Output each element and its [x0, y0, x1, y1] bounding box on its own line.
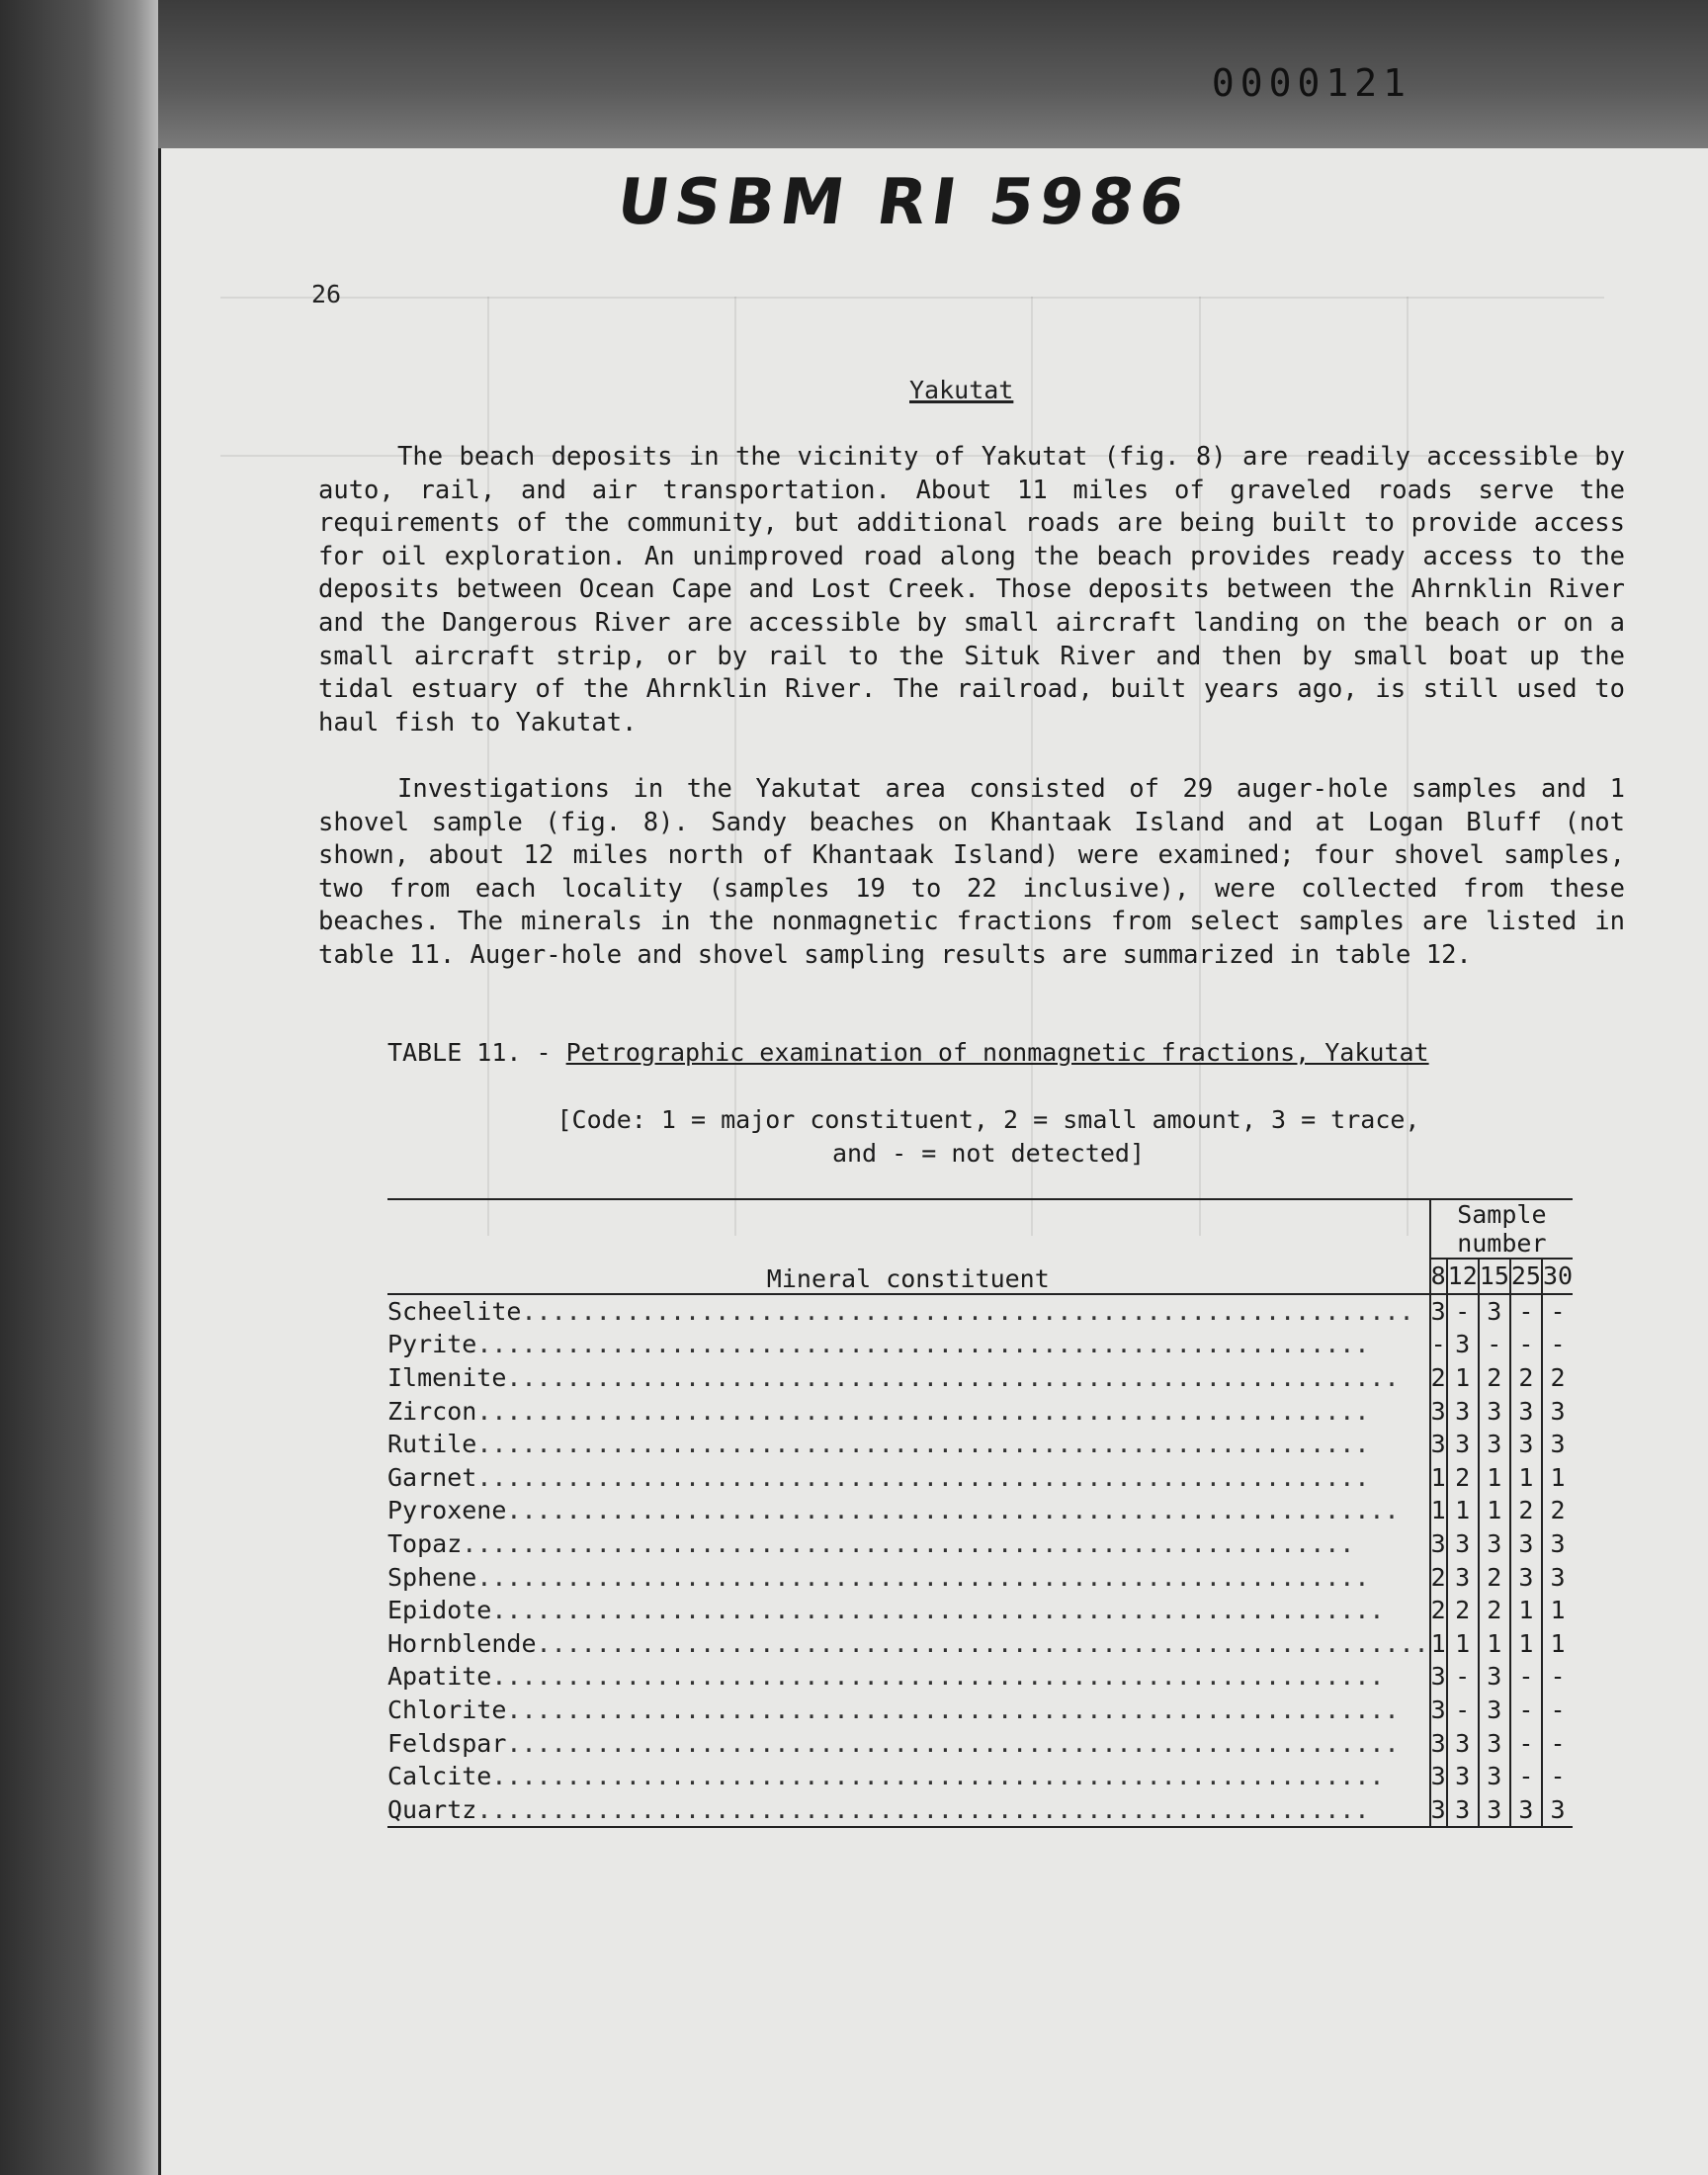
- mineral-label: Pyrite: [387, 1330, 477, 1359]
- sample-value: -: [1447, 1660, 1479, 1694]
- sample-value: 2: [1447, 1594, 1479, 1627]
- sample-value: 3: [1542, 1394, 1573, 1428]
- leader-dots: ............................................................: [491, 1596, 1385, 1625]
- sample-value: 2: [1510, 1494, 1542, 1527]
- sample-value: 3: [1542, 1560, 1573, 1594]
- table-row: [387, 1361, 1573, 1395]
- table-row: [387, 1760, 1573, 1793]
- mineral-name: [387, 1627, 1430, 1661]
- table-row: [387, 1694, 1573, 1727]
- sample-value: 3: [1479, 1394, 1510, 1428]
- mineral-label: Feldspar: [387, 1728, 507, 1758]
- mineral-name: [387, 1793, 1430, 1828]
- sample-header: 8: [1430, 1259, 1447, 1294]
- sample-value: 1: [1542, 1461, 1573, 1495]
- leader-dots: ............................................................: [506, 1363, 1400, 1393]
- handwritten-report-title: USBM RI 5986: [612, 166, 1195, 239]
- leader-dots: ............................................................: [476, 1562, 1370, 1592]
- leader-dots: ............................................................: [506, 1728, 1400, 1758]
- paragraph-access: The beach deposits in the vicinity of Yakutat (fig. 8) are readily accessible by auto, rail, and air transportation. About 11 miles of graveled roads serve the requirements of the community, but additional roads are being built to provide access for oil exploration. An unimproved road along the beach provides ready access to the deposits between Ocean Cape and Lost Creek. Those deposits between the Ahrnklin River and the Dangerous River are accessible by small aircraft landing on the beach or on a small aircraft strip, or by rail to the Situk River and then by small boat up the tidal estuary of the Ahrnklin River. The railroad, built years ago, is still used to haul fish to Yakutat.: [318, 442, 1625, 738]
- sample-value: 2: [1430, 1594, 1447, 1627]
- table-code-legend: [484, 1103, 1493, 1171]
- table-row: [387, 1527, 1573, 1561]
- sample-value: 3: [1430, 1428, 1447, 1461]
- leader-dots: ............................................................: [462, 1529, 1355, 1559]
- sample-value: -: [1510, 1726, 1542, 1760]
- mineral-name: [387, 1760, 1430, 1793]
- mineral-label: Apatite: [387, 1662, 492, 1692]
- mineral-label: Topaz: [387, 1529, 463, 1559]
- mineral-label: Hornblende: [387, 1628, 537, 1658]
- sample-value: 2: [1430, 1361, 1447, 1395]
- sample-value: 3: [1430, 1394, 1447, 1428]
- table-row: [387, 1793, 1573, 1828]
- document-number: 0000121: [1211, 61, 1411, 105]
- sample-value: -: [1542, 1328, 1573, 1361]
- sample-value: 1: [1510, 1461, 1542, 1495]
- sample-value: -: [1510, 1760, 1542, 1793]
- code-line-1: [Code: 1 = major constituent, 2 = small amount, 3 = trace,: [556, 1105, 1420, 1134]
- sample-value: -: [1430, 1328, 1447, 1361]
- table-caption-prefix: TABLE 11. -: [387, 1038, 566, 1067]
- table-caption-title: Petrographic examination of nonmagnetic fractions, Yakutat: [565, 1038, 1429, 1067]
- mineral-label: Rutile: [387, 1430, 477, 1459]
- sample-value: 2: [1542, 1494, 1573, 1527]
- sample-value: 3: [1447, 1760, 1479, 1793]
- sample-value: 3: [1430, 1726, 1447, 1760]
- mineral-label: Ilmenite: [387, 1363, 507, 1393]
- sample-value: 3: [1447, 1793, 1479, 1828]
- sample-value: 3: [1479, 1527, 1510, 1561]
- sample-value: 3: [1430, 1793, 1447, 1828]
- sample-value: 1: [1479, 1461, 1510, 1495]
- sample-value: 1: [1479, 1494, 1510, 1527]
- sample-value: 3: [1479, 1694, 1510, 1727]
- mineral-label: Garnet: [387, 1462, 477, 1492]
- sample-value: 3: [1447, 1328, 1479, 1361]
- table-row: [387, 1328, 1573, 1361]
- mineral-label: Quartz: [387, 1794, 477, 1824]
- sample-value: 2: [1479, 1361, 1510, 1395]
- sample-value: -: [1447, 1294, 1479, 1329]
- table-row: [387, 1294, 1573, 1329]
- mineral-name: [387, 1560, 1430, 1594]
- mineral-name: [387, 1726, 1430, 1760]
- sample-value: 1: [1542, 1627, 1573, 1661]
- sample-value: 3: [1447, 1726, 1479, 1760]
- mineral-name: [387, 1461, 1430, 1495]
- mineral-label: Pyroxene: [387, 1496, 507, 1525]
- leader-dots: ............................................................: [506, 1496, 1400, 1525]
- sample-value: 3: [1479, 1660, 1510, 1694]
- petrographic-table: [387, 1198, 1573, 1828]
- sample-value: 3: [1479, 1294, 1510, 1329]
- leader-dots: ............................................................: [476, 1396, 1370, 1426]
- scan-binding-shadow: [0, 0, 158, 2175]
- code-line-2: and - = not detected]: [831, 1139, 1146, 1168]
- page-number: 26: [311, 280, 342, 308]
- mineral-name: [387, 1328, 1430, 1361]
- sample-value: 3: [1510, 1793, 1542, 1828]
- mineral-name: [387, 1594, 1430, 1627]
- sample-value: 3: [1430, 1660, 1447, 1694]
- sample-value: 2: [1479, 1594, 1510, 1627]
- mineral-name: [387, 1494, 1430, 1527]
- sample-value: 1: [1430, 1494, 1447, 1527]
- table-row: [387, 1726, 1573, 1760]
- sample-value: 3: [1479, 1793, 1510, 1828]
- sample-value: 3: [1479, 1428, 1510, 1461]
- sample-value: 1: [1447, 1627, 1479, 1661]
- sample-value: 3: [1430, 1294, 1447, 1329]
- table-row: [387, 1428, 1573, 1461]
- sample-value: 3: [1447, 1394, 1479, 1428]
- table-row: [387, 1627, 1573, 1661]
- mineral-label: Zircon: [387, 1396, 477, 1426]
- sample-value: -: [1447, 1694, 1479, 1727]
- sample-value: -: [1479, 1328, 1510, 1361]
- leader-dots: ............................................................: [476, 1430, 1370, 1459]
- sample-value: -: [1542, 1760, 1573, 1793]
- sample-value: 2: [1430, 1560, 1447, 1594]
- leader-dots: ............................................................: [536, 1628, 1429, 1658]
- sample-header: 25: [1510, 1259, 1542, 1294]
- sample-value: 3: [1430, 1760, 1447, 1793]
- sample-value: 2: [1447, 1461, 1479, 1495]
- sample-value: 3: [1510, 1560, 1542, 1594]
- mineral-label: Chlorite: [387, 1696, 507, 1725]
- sample-value: 1: [1430, 1627, 1447, 1661]
- sample-value: -: [1542, 1726, 1573, 1760]
- leader-dots: ............................................................: [521, 1296, 1414, 1326]
- mineral-name: [387, 1527, 1430, 1561]
- table-row: [387, 1494, 1573, 1527]
- sample-value: 1: [1510, 1627, 1542, 1661]
- sample-header: 12: [1447, 1259, 1479, 1294]
- sample-value: 3: [1510, 1527, 1542, 1561]
- leader-dots: ............................................................: [476, 1794, 1370, 1824]
- sample-value: 2: [1479, 1560, 1510, 1594]
- sample-header: 15: [1479, 1259, 1510, 1294]
- table-caption: [387, 1038, 1429, 1067]
- mineral-name: [387, 1694, 1430, 1727]
- sample-value: 3: [1542, 1527, 1573, 1561]
- sample-value: 3: [1430, 1527, 1447, 1561]
- sample-value: 2: [1510, 1361, 1542, 1395]
- sample-value: -: [1542, 1294, 1573, 1329]
- sample-value: 1: [1447, 1494, 1479, 1527]
- sample-value: 3: [1510, 1428, 1542, 1461]
- sample-value: 3: [1447, 1527, 1479, 1561]
- sample-value: 1: [1542, 1594, 1573, 1627]
- leader-dots: ............................................................: [476, 1462, 1370, 1492]
- sample-value: -: [1510, 1694, 1542, 1727]
- mineral-label: Epidote: [387, 1596, 492, 1625]
- sample-value: 3: [1447, 1560, 1479, 1594]
- sample-value: 3: [1479, 1726, 1510, 1760]
- mineral-column-header: Mineral constituent: [387, 1199, 1430, 1294]
- sample-value: 3: [1542, 1793, 1573, 1828]
- sample-value: 3: [1510, 1394, 1542, 1428]
- sample-value: 3: [1542, 1428, 1573, 1461]
- table-row: [387, 1594, 1573, 1627]
- mineral-label: Calcite: [387, 1762, 492, 1791]
- sample-number-header: Sample number: [1430, 1199, 1574, 1259]
- sample-value: 3: [1430, 1694, 1447, 1727]
- table-row: [387, 1560, 1573, 1594]
- table-row: [387, 1660, 1573, 1694]
- paragraph-investigations: Investigations in the Yakutat area consisted of 29 auger-hole samples and 1 shovel sample (fig. 8). Sandy beaches on Khantaak Island and at Logan Bluff (not shown, about 12 miles north of Khantaak Island) were examined; four shovel samples, two from each locality (samples 19 to 22 inclusive), were collected from these beaches. The minerals in the nonmagnetic fractions from select samples are listed in table 11. Auger-hole and shovel sampling results are summarized in table 12.: [318, 774, 1625, 970]
- mineral-name: [387, 1394, 1430, 1428]
- sample-value: 2: [1542, 1361, 1573, 1395]
- section-title: Yakutat: [909, 376, 1014, 404]
- sample-value: -: [1510, 1328, 1542, 1361]
- sample-value: 1: [1479, 1627, 1510, 1661]
- sample-value: 1: [1447, 1361, 1479, 1395]
- table-row: [387, 1461, 1573, 1495]
- mineral-label: Sphene: [387, 1562, 477, 1592]
- leader-dots: ............................................................: [491, 1662, 1385, 1692]
- leader-dots: ............................................................: [491, 1762, 1385, 1791]
- mineral-name: [387, 1660, 1430, 1694]
- sample-header: 30: [1542, 1259, 1573, 1294]
- sample-value: 1: [1510, 1594, 1542, 1627]
- mineral-name: [387, 1428, 1430, 1461]
- mineral-label: Scheelite: [387, 1296, 522, 1326]
- leader-dots: ............................................................: [506, 1696, 1400, 1725]
- sample-value: 3: [1479, 1760, 1510, 1793]
- sample-value: -: [1542, 1660, 1573, 1694]
- table-row: [387, 1394, 1573, 1428]
- sample-value: 1: [1430, 1461, 1447, 1495]
- sample-value: 3: [1447, 1428, 1479, 1461]
- leader-dots: ............................................................: [476, 1330, 1370, 1359]
- sample-value: -: [1510, 1294, 1542, 1329]
- sample-value: -: [1510, 1660, 1542, 1694]
- sample-value: -: [1542, 1694, 1573, 1727]
- mineral-name: [387, 1294, 1430, 1329]
- mineral-name: [387, 1361, 1430, 1395]
- scan-top-margin: [0, 0, 1708, 148]
